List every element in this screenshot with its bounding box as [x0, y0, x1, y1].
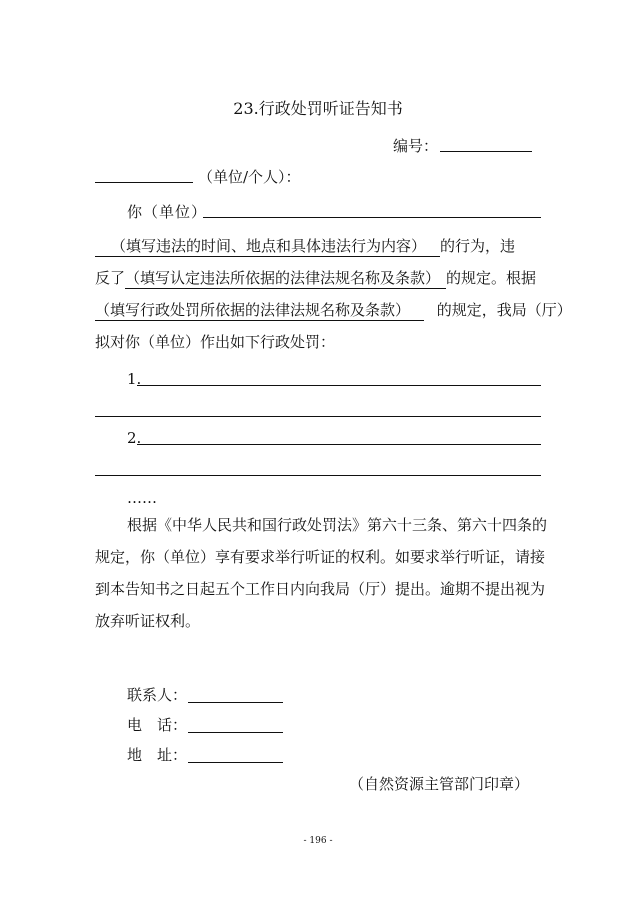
fill-penalty-law: （填写行政处罚所依据的法律法规名称及条款） [95, 301, 424, 321]
number-blank [440, 151, 532, 152]
line2-prefix: 反了 [95, 269, 126, 287]
law-line [95, 268, 536, 288]
phone-label: 电 话： [127, 716, 188, 734]
line4: 拟对你（单位）作出如下行政处罚： [95, 333, 336, 351]
recipient-suffix: （单位/个人）： [198, 168, 301, 186]
line2-suffix: 的规定。根据 [446, 269, 537, 287]
page-number: - 196 - [303, 836, 333, 846]
item-1-blank-2 [95, 416, 541, 417]
you-unit-blank [203, 217, 541, 218]
phone-blank [188, 732, 283, 733]
document-title: 23.行政处罚听证告知书 [233, 99, 403, 118]
paragraph-line-1: 根据《中华人民共和国行政处罚法》第六十三条、第六十四条的 [127, 516, 548, 534]
address-blank [188, 762, 283, 763]
you-unit-label: 你（单位） [127, 203, 208, 221]
line3-suffix: 的规定，我局（厅） [436, 301, 572, 319]
contact-label: 联系人： [127, 686, 188, 704]
item-1-label: 1. [127, 370, 142, 388]
seal-note: （自然资源主管部门印章） [349, 775, 530, 793]
item-2-blank [137, 444, 541, 445]
paragraph-line-4: 放弃听证权利。 [95, 612, 201, 630]
item-2-blank-2 [95, 475, 541, 476]
penalty-law-line [95, 300, 572, 320]
item-1-blank [137, 385, 541, 386]
ellipsis: …… [127, 489, 157, 507]
recipient-blank [95, 182, 193, 183]
number-label: 编号： [393, 137, 439, 155]
violation-line [95, 236, 515, 256]
paragraph-line-2: 规定，你（单位）享有要求举行听证的权利。如要求举行听证，请接 [95, 548, 546, 566]
contact-blank [188, 702, 283, 703]
address-label: 地 址： [127, 746, 188, 764]
fill-law: （填写认定违法所依据的法律法规名称及条款） [125, 269, 446, 289]
paragraph-line-3: 到本告知书之日起五个工作日内向我局（厅）提出。逾期不提出视为 [95, 580, 546, 598]
fill-violation: （填写违法的时间、地点和具体违法行为内容） [95, 237, 432, 257]
behavior-suffix: 的行为，违 [440, 237, 516, 255]
item-2-label: 2. [127, 429, 142, 447]
